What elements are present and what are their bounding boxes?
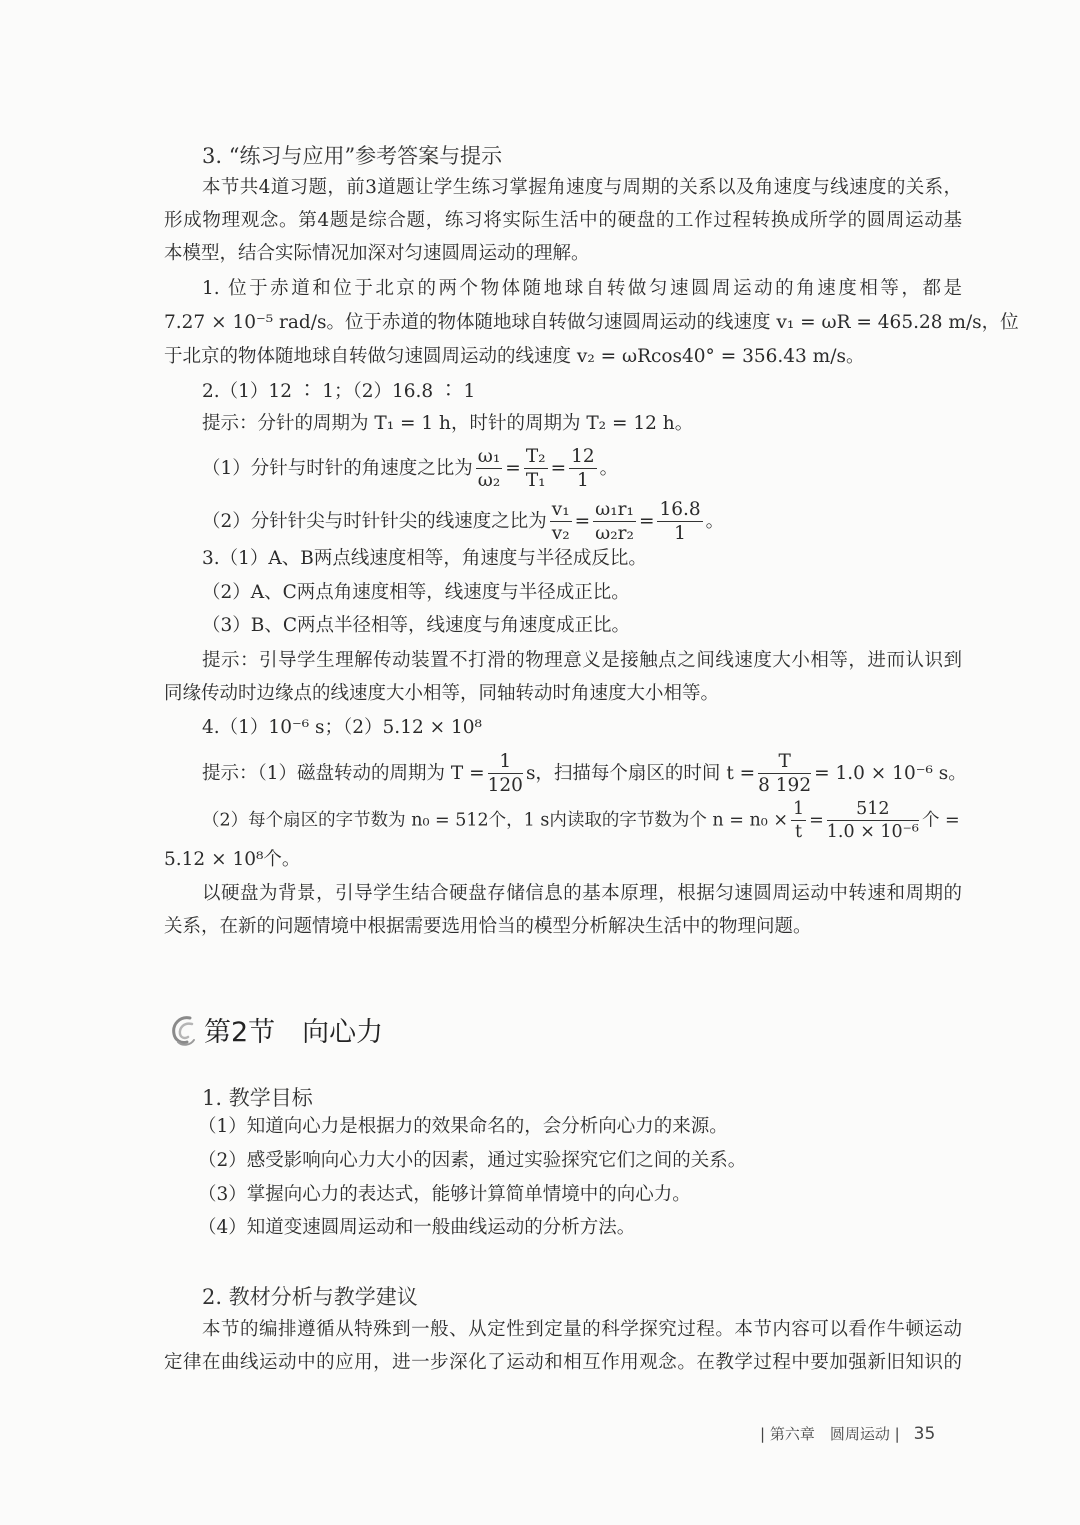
hint-line: 提示：引导学生理解传动装置不打滑的物理意义是接触点之间线速度大小相等，进而认识到 (202, 650, 962, 671)
goal-item: （4）知道变速圆周运动和一般曲线运动的分析方法。 (198, 1217, 636, 1238)
answer-line: 于北京的物体随地球自转做匀速圆周运动的线速度 v₂ = ωRcos40° = 356.43 m/s。 (164, 346, 865, 367)
paragraph-line: 关系，在新的问题情境中根据需要选用恰当的模型分析解决生活中的物理问题。 (164, 916, 812, 937)
fraction: $\frac{512}{\text{1.0 × 10⁻⁶}}$ (826, 799, 919, 843)
answer-line: （2）A、C两点角速度相等，线速度与半径成正比。 (202, 582, 630, 603)
answer-line: （3）B、C两点半径相等，线速度与角速度成正比。 (202, 615, 631, 636)
formula-label: （2）分针针尖与时针针尖的线速度之比为 (202, 510, 547, 532)
paragraph-line: 本节共4道习题，前3道题让学生练习掌握角速度与周期的关系以及角速度与线速度的关系， (202, 177, 962, 198)
footer-chapter: | 第六章 圆周运动 | (760, 1425, 900, 1443)
paragraph-line: 以硬盘为背景，引导学生结合硬盘存储信息的基本原理，根据匀速圆周运动中转速和周期的 (202, 883, 962, 904)
formula-line: （2）每个扇区的字节数为 n₀ = 512个，1 s内读取的字节数为个 n = n₀ × $\frac{1}{t}$ = $\frac{512}{\text{1.0 × 10⁻⁶}}$ 个 = (202, 799, 960, 843)
paragraph-line: 本节的编排遵循从特殊到一般、从定性到定量的科学探究过程。本节内容可以看作牛顿运动 (202, 1319, 962, 1340)
formula-line: （1）分针与时针的角速度之比为 $\frac{\text{ω₁}}{\text{ω₂}}$ = $\frac{\text{T₂}}{\text{T₁}}$ = $\frac{12}{1}$ 。 (202, 446, 619, 492)
fraction: $\frac{1}{t}$ (792, 799, 805, 843)
fraction: $\frac{\text{T₂}}{\text{T₁}}$ (525, 446, 546, 492)
fraction: $\frac{\text{ω₁}}{\text{ω₂}}$ (477, 446, 501, 492)
goal-item: （2）感受影响向心力大小的因素，通过实验探究它们之间的关系。 (198, 1150, 747, 1171)
answer-line: 4.（1）10⁻⁶ s；（2）5.12 × 10⁸ (202, 717, 482, 738)
fraction: $\frac{12}{1}$ (571, 446, 595, 492)
hint-line: 提示：分针的周期为 T₁ = 1 h，时针的周期为 T₂ = 12 h。 (202, 413, 694, 434)
goal-item: （3）掌握向心力的表达式，能够计算简单情境中的向心力。 (198, 1184, 691, 1205)
formula-line: （2）分针针尖与时针针尖的线速度之比为 $\frac{\text{v₁}}{\text{v₂}}$ = $\frac{\text{ω₁r₁}}{\text{ω₂r₂}}$ = $\frac{16.8}{1}$ 。 (202, 499, 725, 545)
hint-line: 同缘传动时边缘点的线速度大小相等，同轴转动时角速度大小相等。 (164, 683, 720, 704)
fraction: $\frac{T}{8 192}$ (758, 751, 812, 797)
answer-line: 3.（1）A、B两点线速度相等，角速度与半径成反比。 (202, 548, 647, 569)
fraction: $\frac{1}{120}$ (487, 751, 523, 797)
answer-line: 2.（1）12 ∶ 1；（2）16.8 ∶ 1 (202, 381, 476, 402)
formula-label: （1）分针与时针的角速度之比为 (202, 457, 473, 479)
paragraph-line: 形成物理观念。第4题是综合题，练习将实际生活中的硬盘的工作过程转换成所学的圆周运动基 (164, 210, 962, 231)
section-heading: 3. “练习与应用”参考答案与提示 (202, 144, 503, 168)
fraction: $\frac{\text{v₁}}{\text{v₂}}$ (551, 499, 570, 545)
answer-line: 1. 位于赤道和位于北京的两个物体随地球自转做匀速圆周运动的角速度相等，都是 (202, 278, 962, 299)
page-number: 35 (913, 1424, 936, 1444)
formula-line: 提示：（1）磁盘转动的周期为 T = $\frac{1}{120}$ s，扫描每个扇区的时间 t = $\frac{T}{8 192}$ = 1.0 × 10⁻⁶ s。 (202, 751, 967, 797)
fraction: $\frac{\text{ω₁r₁}}{\text{ω₂r₂}}$ (595, 499, 634, 545)
swirl-icon (168, 1012, 200, 1048)
subsection-heading: 2. 教材分析与教学建议 (202, 1285, 418, 1309)
answer-line: 5.12 × 10⁸个。 (164, 849, 301, 870)
paragraph-line: 定律在曲线运动中的应用，进一步深化了运动和相互作用观念。在教学过程中要加强新旧知识的 (164, 1352, 962, 1373)
subsection-heading: 1. 教学目标 (202, 1086, 313, 1110)
goal-item: （1）知道向心力是根据力的效果命名的，会分析向心力的来源。 (198, 1116, 728, 1137)
page-footer (760, 1423, 935, 1444)
fraction: $\frac{16.8}{1}$ (659, 499, 701, 545)
section-title-text: 第2节 向心力 (204, 1017, 384, 1048)
section-title (168, 1010, 383, 1049)
answer-line: 7.27 × 10⁻⁵ rad/s。位于赤道的物体随地球自转做匀速圆周运动的线速度 v₁ = ωR = 465.28 m/s，位 (164, 312, 1019, 333)
paragraph-line: 本模型，结合实际情况加深对匀速圆周运动的理解。 (164, 243, 590, 264)
